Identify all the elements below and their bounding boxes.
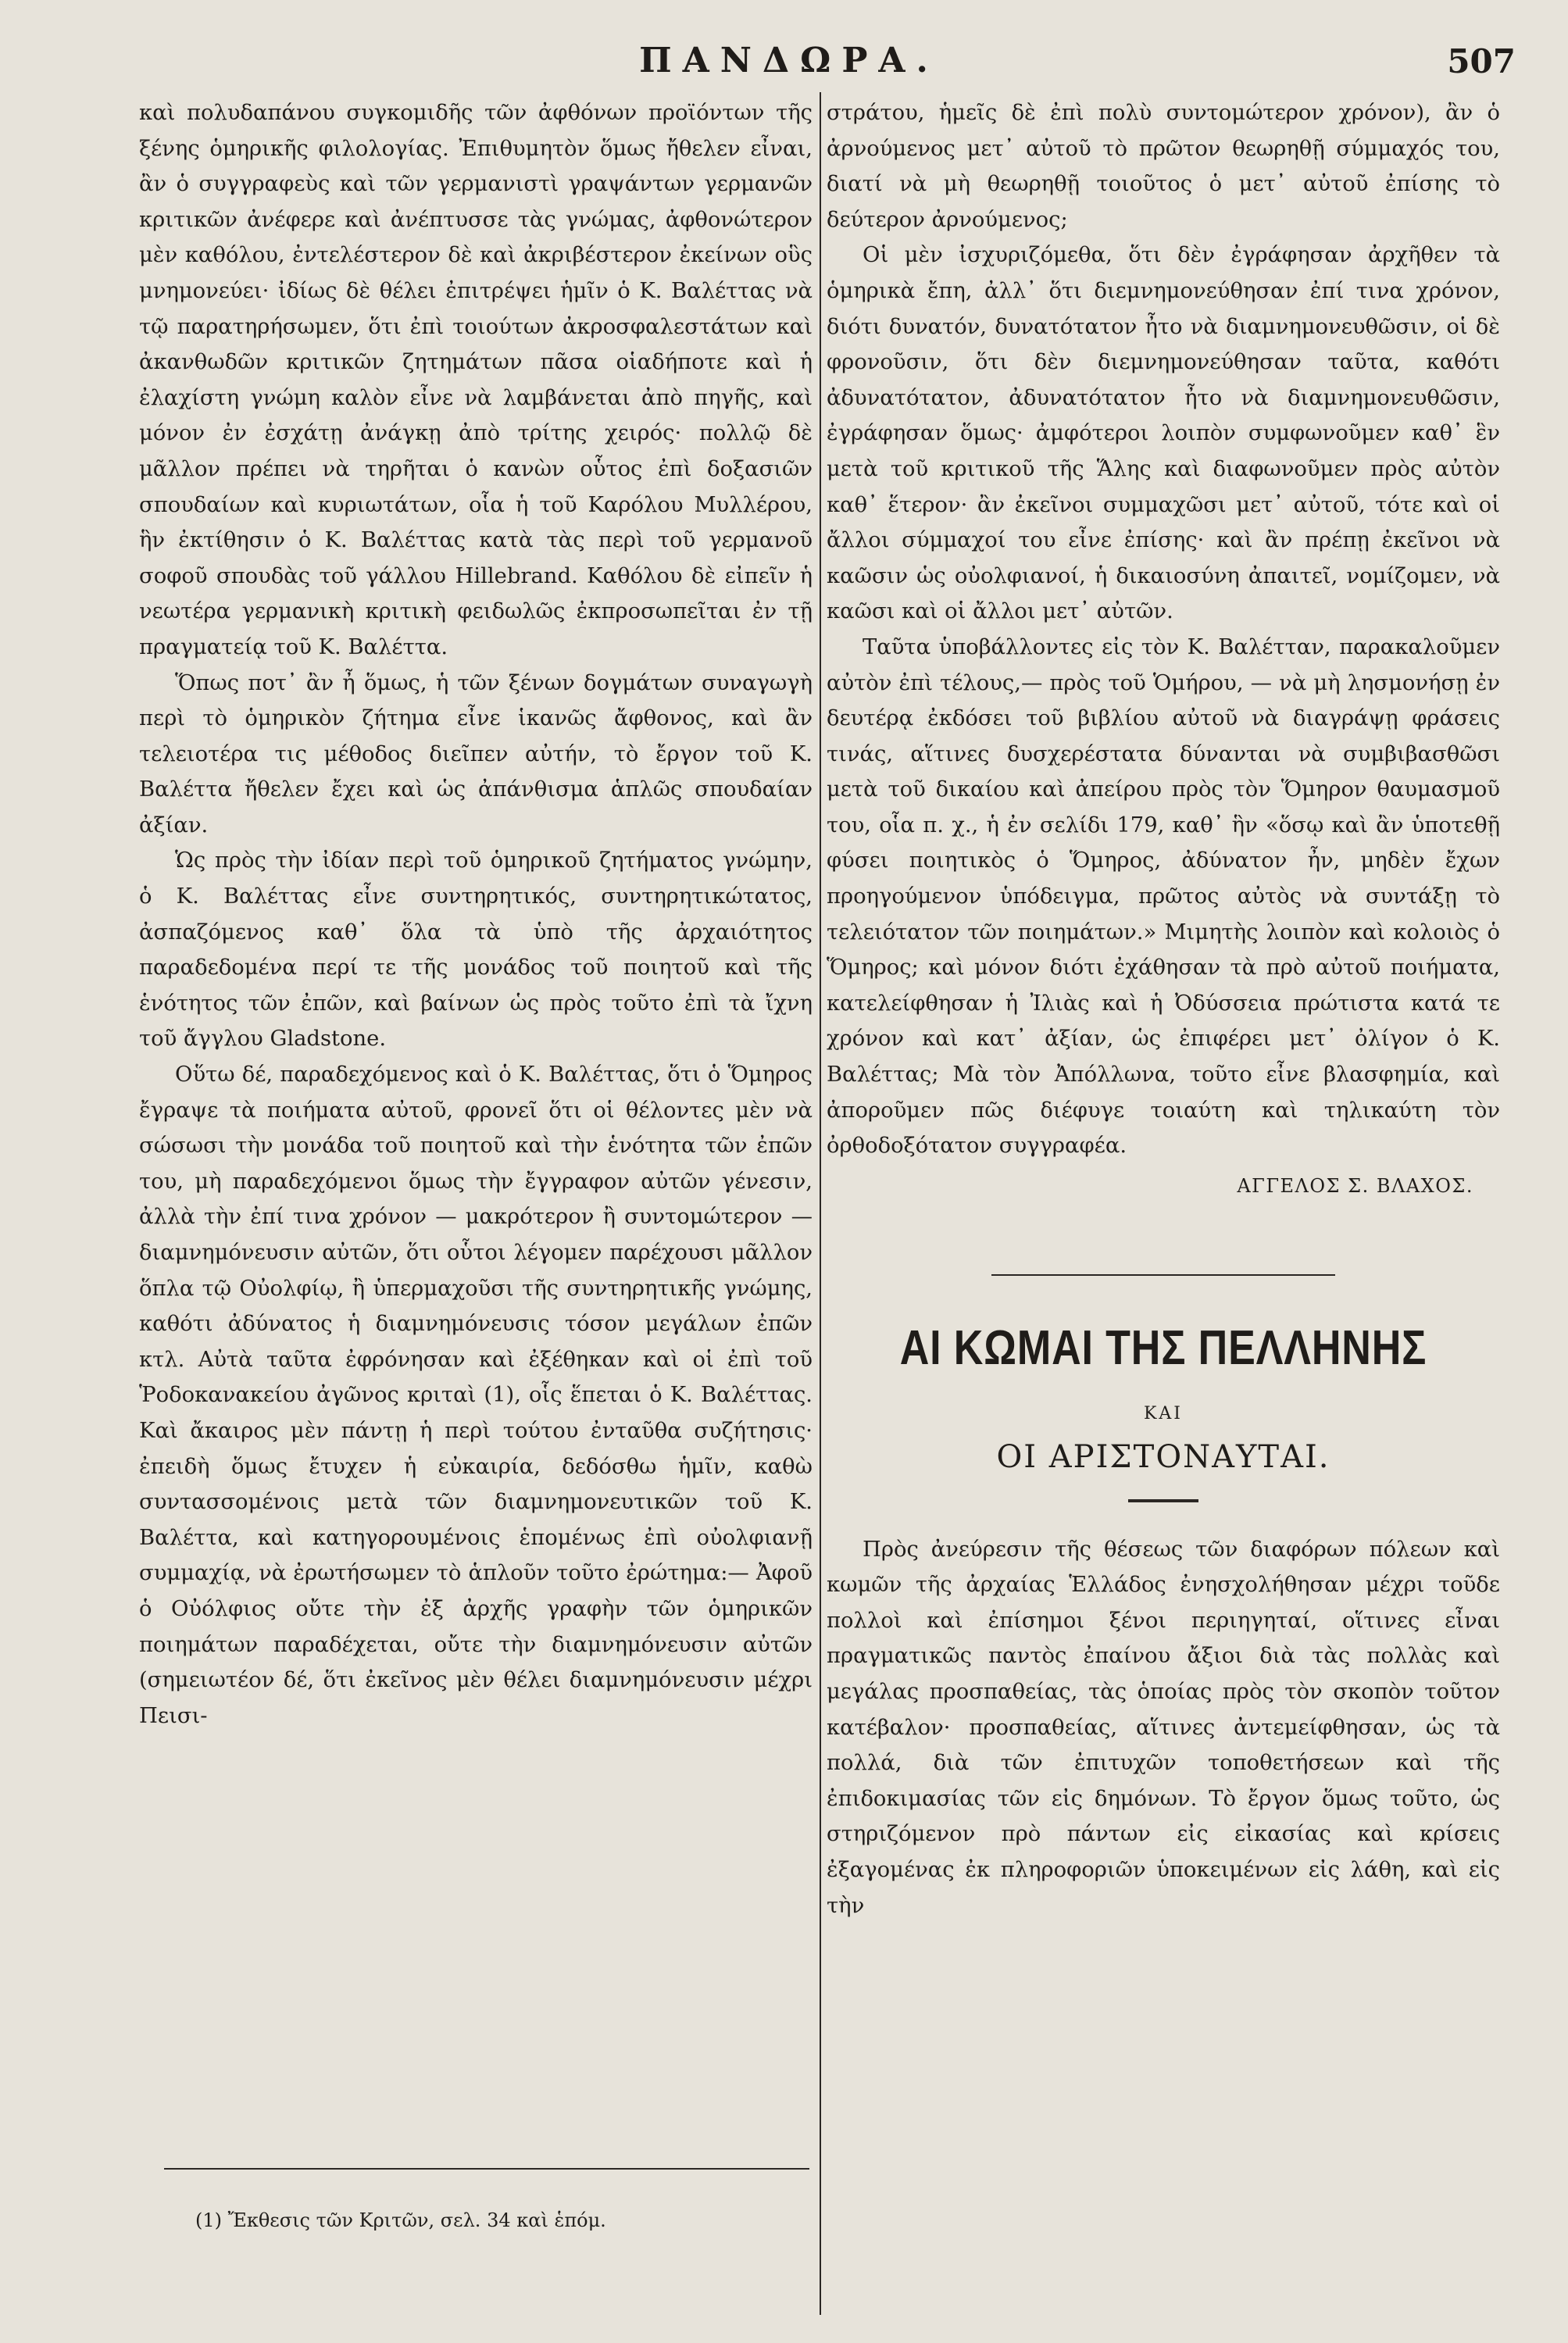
footnote-divider xyxy=(164,2168,809,2170)
paragraph: Πρὸς ἀνεύρεσιν τῆς θέσεως τῶν διαφόρων πόλεων καὶ κωμῶν τῆς ἀρχαίας Ἑλλάδος ἐνησχολήθησαν μέχρι τοῦδε πολλοὶ καὶ ἐπίσημοι ξένοι περιηγηταί, οἵτινες εἶναι πραγματικῶς παντὸς ἐπαίνου ἄξιοι διὰ τὰς πολλὰς καὶ μεγάλας προσπαθείας, τὰς ὁποίας πρὸς τὸν σκοπὸν τοῦτον κατέβαλον· προσπαθείας, αἵτινες ἀντεμείφθησαν, ὡς τὰ πολλά, διὰ τῶν ἐπιτυχῶν τοποθετήσεων καὶ τῆς ἐπιδοκιμασίας τῶν εἰς δημόνων. Τὸ ἔργον ὅμως τοῦτο, ὡς στηριζόμενον πρὸ πάντων εἰς εἰκασίας καὶ κρίσεις ἐξαγομένας ἐκ πληροφοριῶν ὑποκειμένων εἰς λάθη, καὶ εἰς τὴν xyxy=(827,1537,1500,1918)
left-column xyxy=(139,95,813,2158)
paragraph: Ταῦτα ὑποβάλλοντες εἰς τὸν Κ. Βαλέτταν, παρακαλοῦμεν αὐτὸν ἐπὶ τέλους,— πρὸς τοῦ Ὁμήρου, — νὰ μὴ λησμονήσῃ ἐν δευτέρᾳ ἐκδόσει τοῦ βιβλίου αὐτοῦ νὰ διαγράψῃ φράσεις τινάς, αἵτινες δυσχερέστατα δύνανται νὰ συμβιβασθῶσι μετὰ τοῦ δικαίου καὶ ἀπείρου πρὸς τὸν Ὅμηρον θαυμασμοῦ του, οἷα π. χ., ἡ ἐν σελίδι 179, καθ᾽ ἣν «ὅσῳ καὶ ἂν ὑποτεθῇ φύσει ποιητικὸς ὁ Ὅμηρος, ἀδύνατον ἦν, μηδὲν ἔχων προηγούμενον ὑπόδειγμα, πρῶτος αὐτὸς νὰ συντάξῃ τὸ τελειότατον τῶν ποιημάτων.» Μιμητὴς λοιπὸν καὶ κολοιὸς ὁ Ὅμηρος; καὶ μόνον διότι ἐχάθησαν τὰ πρὸ αὐτοῦ ποιήματα, κατελείφθησαν ἡ Ἰλιὰς καὶ ἡ Ὀδύσσεια πρώτιστα κατά τε χρόνον καὶ κατ᾽ ἀξίαν, ὡς ἐπιφέρει μετ᾽ ὀλίγον ὁ Κ. Βαλέττας; Μὰ τὸν Ἀπόλλωνα, τοῦτο εἶνε βλασφημία, καὶ ἀποροῦμεν πῶς διέφυγε τοιαύτη καὶ τηλικαύτη τὸν ὀρθοδοξότατον συγγραφέα. xyxy=(827,634,1500,1159)
section-divider xyxy=(991,1274,1335,1276)
column-divider xyxy=(820,92,821,2315)
paragraph: Ὡς πρὸς τὴν ἰδίαν περὶ τοῦ ὁμηρικοῦ ζητήματος γνώμην, ὁ Κ. Βαλέττας εἶνε συντηρητικός, συντηρητικώτατος, ἀσπαζόμενος καθ᾽ ὅλα τὰ ὑπὸ τῆς ἀρχαιότητος παραδεδομένα περί τε τῆς μονάδος τοῦ ποιητοῦ καὶ τῆς ἑνότητος τῶν ἐπῶν, καὶ βαίνων ὡς πρὸς τοῦτο ἐπὶ τὰ ἴχνη τοῦ ἄγγλου Gladstone. xyxy=(139,848,813,1052)
article-title: ΑΙ ΚΩΜΑΙ ΤΗΣ ΠΕΛΛΗΝΗΣ xyxy=(899,1321,1427,1376)
periodical-title: ΠΑΝΔΩΡΑ. xyxy=(639,41,939,80)
right-column xyxy=(827,95,1500,2275)
paragraph: Ὅπως ποτ᾽ ἂν ἦ ὅμως, ἡ τῶν ξένων δογμάτων συναγωγὴ περὶ τὸ ὁμηρικὸν ζήτημα εἶνε ἱκανῶς ἄφθονος, καὶ ἂν τελειοτέρα τις μέθοδος διεῖπεν αὐτήν, τὸ ἔργον τοῦ Κ. Βαλέττα ἤθελεν ἔχει καὶ ὡς ἀπάνθισμα ἁπλῶς σπουδαίαν ἀξίαν. xyxy=(139,670,813,838)
paragraph: Οἱ μὲν ἰσχυριζόμεθα, ὅτι δὲν ἐγράφησαν ἀρχῆθεν τὰ ὁμηρικὰ ἔπη, ἀλλ᾽ ὅτι διεμνημονεύθησαν ἐπί τινα χρόνον, διότι δυνατόν, δυνατότατον ἦτο νὰ διαμνημονευθῶσιν, οἱ δὲ φρονοῦσιν, ὅτι δὲν διεμνημονεύθησαν ταῦτα, καθότι ἀδυνατότατον, ἀδυνατότατον ἦτο νὰ διαμνημονευθῶσιν, ἐγράφησαν ὅμως· ἀμφότεροι λοιπὸν συμφωνοῦμεν καθ᾽ ἓν μετὰ τοῦ κριτικοῦ τῆς Ἅλης καὶ διαφωνοῦμεν πρὸς αὐτὸν καθ᾽ ἕτερον· ἂν ἐκεῖνοι συμμαχῶσι μετ᾽ αὐτοῦ, τότε καὶ οἱ ἄλλοι σύμμαχοί του εἶνε ἐπίσης· καὶ ἂν πρέπῃ ἐκεῖνοι νὰ καῶσιν ὡς οὐολφιανοί, ἡ δικαιοσύνη ἀπαιτεῖ, νομίζομεν, νὰ καῶσι καὶ οἱ ἄλλοι μετ᾽ αὐτῶν. xyxy=(827,243,1500,624)
article-subtitle: ΟΙ ΑΡΙΣΤΟΝΑΥΤΑΙ. xyxy=(996,1439,1330,1475)
title-underline xyxy=(1128,1499,1198,1502)
author-signature: ΑΓΓΕΛΟΣ Σ. ΒΛΑΧΟΣ. xyxy=(1237,1174,1473,1197)
article-title-conjunction: ΚΑΙ xyxy=(1143,1404,1183,1424)
paragraph: Οὕτω δέ, παραδεχόμενος καὶ ὁ Κ. Βαλέττας, ὅτι ὁ Ὅμηρος ἔγραψε τὰ ποιήματα αὐτοῦ, φρονεῖ ὅτι οἱ θέλοντες μὲν νὰ σώσωσι τὴν μονάδα τοῦ ποιητοῦ καὶ τὴν ἑνότητα τῶν ἐπῶν του, μὴ παραδεχόμενοι ὅμως τὴν ἔγγραφον αὐτῶν γένεσιν, ἀλλὰ τὴν ἐπί τινα χρόνον — μακρότερον ἢ συντομώτερον — διαμνημόνευσιν αὐτῶν, ὅτι οὗτοι λέγομεν παρέχουσι μᾶλλον ὅπλα τῷ Οὐολφίῳ, ἢ ὑπερμαχοῦσι τῆς συντηρητικῆς γνώμης, καθότι ἀδύνατος ἡ διαμνημόνευσις τόσον μεγάλων ἐπῶν κτλ. Αὐτὰ ταῦτα ἐφρόνησαν καὶ ἐξέθηκαν καὶ οἱ ἐπὶ τοῦ Ῥοδοκανακείου ἀγῶνος κριταὶ (1), οἷς ἕπεται ὁ Κ. Βαλέττας. Καὶ ἄκαιρος μὲν πάντῃ ἡ περὶ τούτου ἐνταῦθα συζήτησις· ἐπειδὴ ὅμως ἔτυχεν ἡ εὐκαιρία, δεδόσθω ἡμῖν, καθὼ συντασσομένοις μετὰ τῶν διαμνημονευτικῶν τοῦ Κ. Βαλέττα, καὶ κατηγορουμένοις ἑπομένως ἐπὶ οὐολφιανῇ συμμαχίᾳ, νὰ ἐρωτήσωμεν τὸ ἁπλοῦν τοῦτο ἐρώτημα:— Ἀφοῦ ὁ Οὐόλφιος οὔτε τὴν ἐξ ἀρχῆς γραφὴν τῶν ὁμηρικῶν ποιημάτων παραδέχεται, οὔτε τὴν διαμνημόνευσιν αὐτῶν (σημειωτέον δέ, ὅτι ἐκεῖνος μὲν θέλει διαμνημόνευσιν μέχρι Πεισι- xyxy=(139,1063,813,1728)
footnote: (1) Ἔκθεσις τῶν Κριτῶν, σελ. 34 καὶ ἑπόμ. xyxy=(195,2209,606,2231)
paragraph: καὶ πολυδαπάνου συγκομιδῆς τῶν ἀφθόνων προϊόντων τῆς ξένης ὁμηρικῆς φιλολογίας. Ἐπιθυμητὸν ὅμως ἤθελεν εἶναι, ἂν ὁ συγγραφεὺς καὶ τῶν γερμανιστὶ γραψάντων γερμανῶν κριτικῶν ἀνέφερε καὶ ἀνέπτυσσε τὰς γνώμας, ἀφθονώτερον μὲν καθόλου, ἐντελέστερον δὲ καὶ ἀκριβέστερον ἐκείνων οὓς μνημονεύει· ἰδίως δὲ θέλει ἐπιτρέψει ἡμῖν ὁ Κ. Βαλέττας νὰ τῷ παρατηρήσωμεν, ὅτι ἐπὶ τοιούτων ἀκροσφαλεστάτων καὶ ἀκανθωδῶν κριτικῶν ζητημάτων πᾶσα οἱαδήποτε καὶ ἡ ἐλαχίστη γνώμη καλὸν εἶνε νὰ λαμβάνεται ἀπὸ πηγῆς, καὶ μόνον ἐν ἐσχάτῃ ἀνάγκῃ ἀπὸ τρίτης χειρός· πολλῷ δὲ μᾶλλον πρέπει νὰ τηρῆται ὁ κανὼν οὗτος ἐπὶ δοξασιῶν σπουδαίων καὶ κυριωτάτων, οἷα ἡ τοῦ Καρόλου Μυλλέρου, ἣν ἐκτίθησιν ὁ Κ. Βαλέττας κατὰ τὰς περὶ τοῦ γερμανοῦ σοφοῦ σπουδὰς τοῦ γάλλου Hillebrand. Καθόλου δὲ εἰπεῖν ἡ νεωτέρα γερμανικὴ κριτικὴ φειδωλῶς ἐκπροσωπεῖται ἐν τῇ πραγματείᾳ τοῦ Κ. Βαλέττα. xyxy=(139,101,813,659)
page-number: 507 xyxy=(1447,42,1516,80)
paragraph: στράτου, ἡμεῖς δὲ ἐπὶ πολὺ συντομώτερον χρόνον), ἂν ὁ ἀρνούμενος μετ᾽ αὐτοῦ τὸ πρῶτον θεωρηθῇ σύμμαχός του, διατί νὰ μὴ θεωρηθῇ τοιοῦτος ὁ μετ᾽ αὐτοῦ ἐπίσης τὸ δεύτερον ἀρνούμενος; xyxy=(827,101,1500,232)
